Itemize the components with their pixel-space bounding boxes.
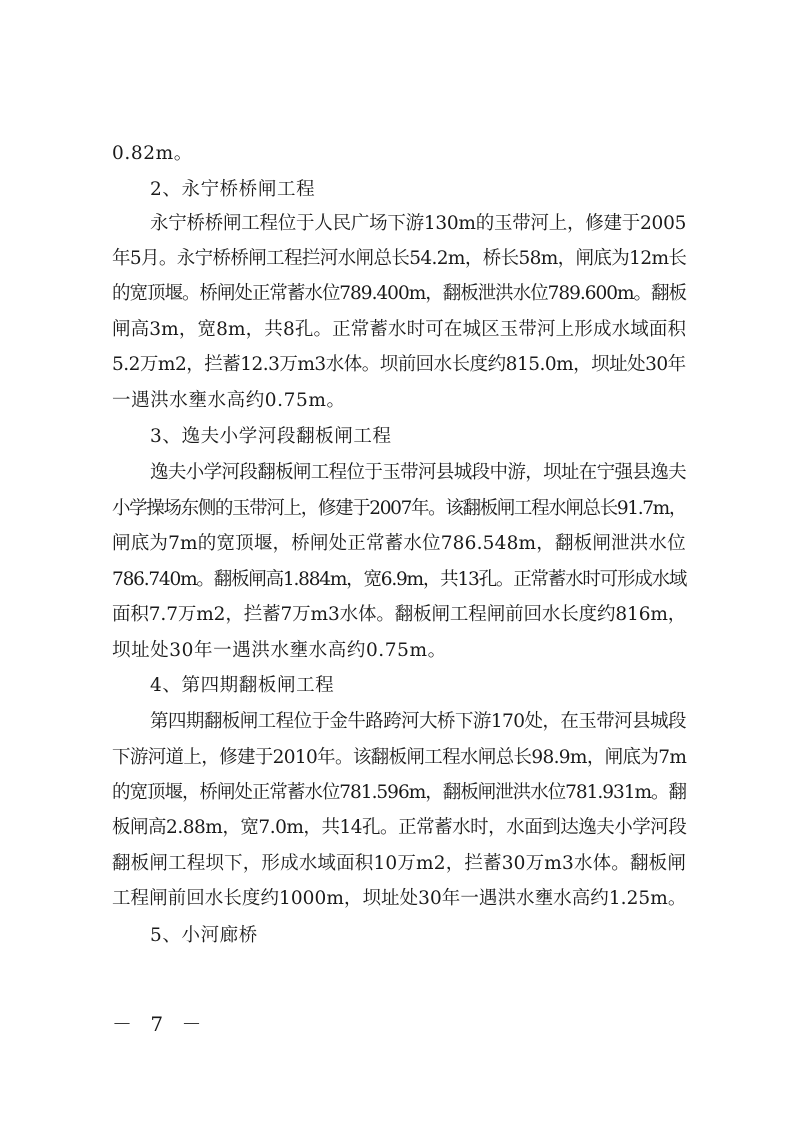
paragraph-line: 工程闸前回水长度约1000m，坝址处30年一遇洪水壅水高约1.25m。 — [112, 888, 687, 909]
page-number: － 7 － — [112, 1012, 208, 1036]
section-heading: 2、永宁桥桥闸工程 — [150, 179, 316, 200]
section-heading: 5、小河廊桥 — [150, 925, 258, 946]
paragraph-line: 坝址处30年一遇洪水壅水高约0.75m。 — [112, 640, 447, 661]
paragraph-line: 786.740m。翻板闸高1.884m，宽6.9m，共13孔。正常蓄水时可形成水域 — [112, 569, 687, 590]
paragraph-continuation: 0.82m。 — [112, 143, 193, 164]
section-heading: 3、逸夫小学河段翻板闸工程 — [150, 426, 392, 447]
paragraph-line: 一遇洪水壅水高约0.75m。 — [112, 390, 346, 411]
section-heading: 4、第四期翻板闸工程 — [150, 675, 335, 696]
paragraph-line: 的宽顶堰。桥闸处正常蓄水位789.400m，翻板泄洪水位789.600m。翻板 — [112, 283, 686, 304]
paragraph-line: 的宽顶堰，桥闸处正常蓄水位781.596m，翻板闸泄洪水位781.931m。翻 — [112, 782, 686, 803]
paragraph-line: 闸底为7m的宽顶堰，桥闸处正常蓄水位786.548m，翻板闸泄洪水位 — [112, 533, 686, 554]
paragraph-line: 年5月。永宁桥桥闸工程拦河水闸总长54.2m，桥长58m，闸底为12m长 — [112, 248, 687, 269]
paragraph-line: 闸高3m，宽8m，共8孔。正常蓄水时可在城区玉带河上形成水域面积 — [112, 319, 687, 340]
paragraph-line: 下游河道上，修建于2010年。该翻板闸工程水闸总长98.9m，闸底为7m — [112, 747, 687, 768]
paragraph-line: 逸夫小学河段翻板闸工程位于玉带河县城段中游，坝址在宁强县逸夫 — [150, 462, 687, 483]
paragraph-line: 面积7.7万m2，拦蓄7万m3水体。翻板闸工程闸前回水长度约816m， — [112, 604, 687, 625]
paragraph-line: 板闸高2.88m，宽7.0m，共14孔。正常蓄水时，水面到达逸夫小学河段 — [112, 817, 687, 838]
paragraph-line: 翻板闸工程坝下，形成水域面积10万m2，拦蓄30万m3水体。翻板闸 — [112, 853, 687, 874]
paragraph-line: 小学操场东侧的玉带河上，修建于2007年。该翻板闸工程水闸总长91.7m， — [112, 498, 687, 519]
paragraph-line: 永宁桥桥闸工程位于人民广场下游130m的玉带河上，修建于2005 — [150, 213, 687, 234]
paragraph-line: 第四期翻板闸工程位于金牛路跨河大桥下游170处，在玉带河县城段 — [150, 711, 686, 732]
paragraph-line: 5.2万m2，拦蓄12.3万m3水体。坝前回水长度约815.0m，坝址处30年 — [112, 354, 686, 375]
